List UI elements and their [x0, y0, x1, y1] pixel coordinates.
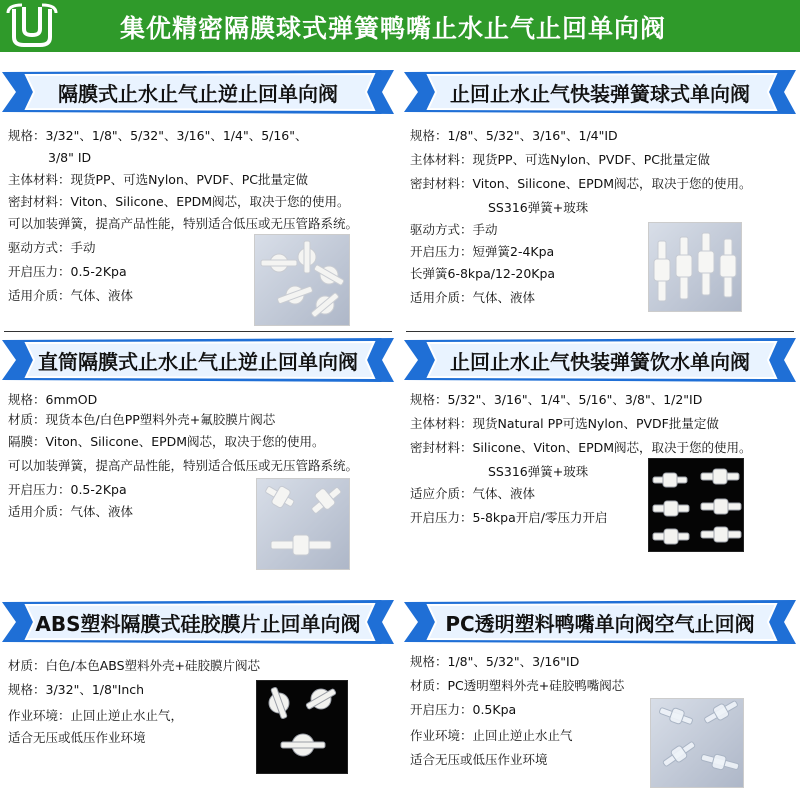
panel-title: 止回止水止气快装弹簧饮水单向阀 — [450, 350, 750, 374]
panel-title: 止回止水止气快装弹簧球式单向阀 — [450, 82, 750, 106]
panel-title: 直筒隔膜式止水止气止逆止回单向阀 — [38, 350, 358, 374]
environment-line: 适合无压或低压作业环境 — [8, 730, 146, 745]
material-line: 主体材料：现货Natural PP可选Nylon、PVDF批量定做 — [410, 416, 719, 431]
seal-line: 密封材料：Silicone、Viton、EPDM阀芯，取决于您的使用。 — [410, 440, 752, 455]
spring-line: SS316弹簧+玻珠 — [488, 464, 589, 479]
note-line: 可以加装弹簧，提高产品性能，特别适合低压或无压管路系统。 — [8, 458, 359, 473]
section-divider — [406, 331, 794, 332]
seal-line: 隔膜：Viton、Silicone、EPDM阀芯，取决于您的使用。 — [8, 434, 325, 449]
material-line: 主体材料：现货PP、可选Nylon、PVDF、PC批量定做 — [410, 152, 711, 167]
drive-line: 驱动方式：手动 — [410, 222, 498, 237]
diaphragm-valve-photo — [254, 234, 350, 326]
panel-banner — [2, 338, 394, 382]
medium-line: 适用介质：气体、液体 — [8, 504, 134, 519]
product-panel-diaphragm — [2, 70, 398, 330]
environment-line: 作业环境：止回止逆止水止气 — [410, 728, 573, 743]
spec-line: 规格：3/32"、1/8"Inch — [8, 682, 145, 697]
environment-line: 适合无压或低压作业环境 — [410, 752, 548, 767]
drive-line: 驱动方式：手动 — [8, 240, 96, 255]
panel-title: 隔膜式止水止气止逆止回单向阀 — [58, 82, 338, 106]
abs-diaphragm-valve-photo — [256, 680, 348, 774]
page-title: 集优精密隔膜球式弹簧鸭嘴止水止气止回单向阀 — [120, 14, 667, 43]
spring-line: SS316弹簧+玻珠 — [488, 200, 589, 215]
panel-title: ABS塑料隔膜式硅胶膜片止回单向阀 — [35, 612, 361, 636]
pressure-line: 开启压力：0.5-2Kpa — [8, 264, 127, 279]
medium-line: 适应介质：气体、液体 — [410, 486, 536, 501]
spec-line: 规格：3/32"、1/8"、5/32"、3/16"、1/4"、5/16"、 — [8, 128, 308, 143]
panel-banner — [404, 600, 796, 644]
material-line: 材质：白色/本色ABS塑料外壳+硅胶膜片阀芯 — [8, 658, 261, 673]
environment-line: 作业环境：止回止逆止水止气， — [8, 708, 184, 723]
panel-title: PC透明塑料鸭嘴单向阀空气止回阀 — [445, 612, 755, 636]
product-panel-pc-duckbill — [404, 600, 800, 796]
material-line: 主体材料：现货PP、可选Nylon、PVDF、PC批量定做 — [8, 172, 309, 187]
spec-line: 规格：5/32"、3/16"、1/4"、5/16"、3/8"、1/2"ID — [410, 392, 703, 407]
seal-line: 密封材料：Viton、Silicone、EPDM阀芯，取决于您的使用。 — [410, 176, 752, 191]
pressure-line: 开启压力：0.5Kpa — [410, 702, 517, 717]
panel-banner — [404, 70, 796, 114]
spec-line: 规格：1/8"、5/32"、3/16"、1/4"ID — [410, 128, 618, 143]
material-line: 材质：PC透明塑料外壳+硅胶鸭嘴阀芯 — [410, 678, 625, 693]
drinking-water-valve-photo — [648, 458, 744, 552]
product-panel-abs-diaphragm — [2, 600, 398, 796]
brand-logo-icon — [4, 3, 60, 49]
panel-banner — [2, 600, 394, 644]
panel-banner — [2, 70, 394, 114]
medium-line: 适用介质：气体、液体 — [410, 290, 536, 305]
panel-banner — [404, 338, 796, 382]
spec-line: 规格：1/8"、5/32"、3/16"ID — [410, 654, 580, 669]
product-panel-drinking-water — [404, 338, 800, 588]
spec-line: 3/8" ID — [48, 150, 92, 165]
pressure-line: 长弹簧6-8kpa/12-20Kpa — [410, 266, 556, 281]
pc-duckbill-valve-photo — [650, 698, 744, 788]
spring-ball-valve-photo — [648, 222, 742, 312]
section-divider — [4, 331, 392, 332]
pressure-line: 开启压力：5-8kpa开启/零压力开启 — [410, 510, 608, 525]
product-panel-straight-diaphragm — [2, 338, 398, 588]
pressure-line: 开启压力：0.5-2Kpa — [8, 482, 127, 497]
page-header — [0, 0, 800, 52]
note-line: 可以加装弹簧，提高产品性能，特别适合低压或无压管路系统。 — [8, 216, 359, 231]
material-line: 材质：现货本色/白色PP塑料外壳+氟胶膜片阀芯 — [8, 412, 276, 427]
spec-line: 规格：6mmOD — [8, 392, 98, 407]
seal-line: 密封材料：Viton、Silicone、EPDM阀芯，取决于您的使用。 — [8, 194, 350, 209]
product-panel-spring-ball — [404, 70, 800, 330]
medium-line: 适用介质：气体、液体 — [8, 288, 134, 303]
straight-diaphragm-valve-photo — [256, 478, 350, 570]
pressure-line: 开启压力：短弹簧2-4Kpa — [410, 244, 555, 259]
